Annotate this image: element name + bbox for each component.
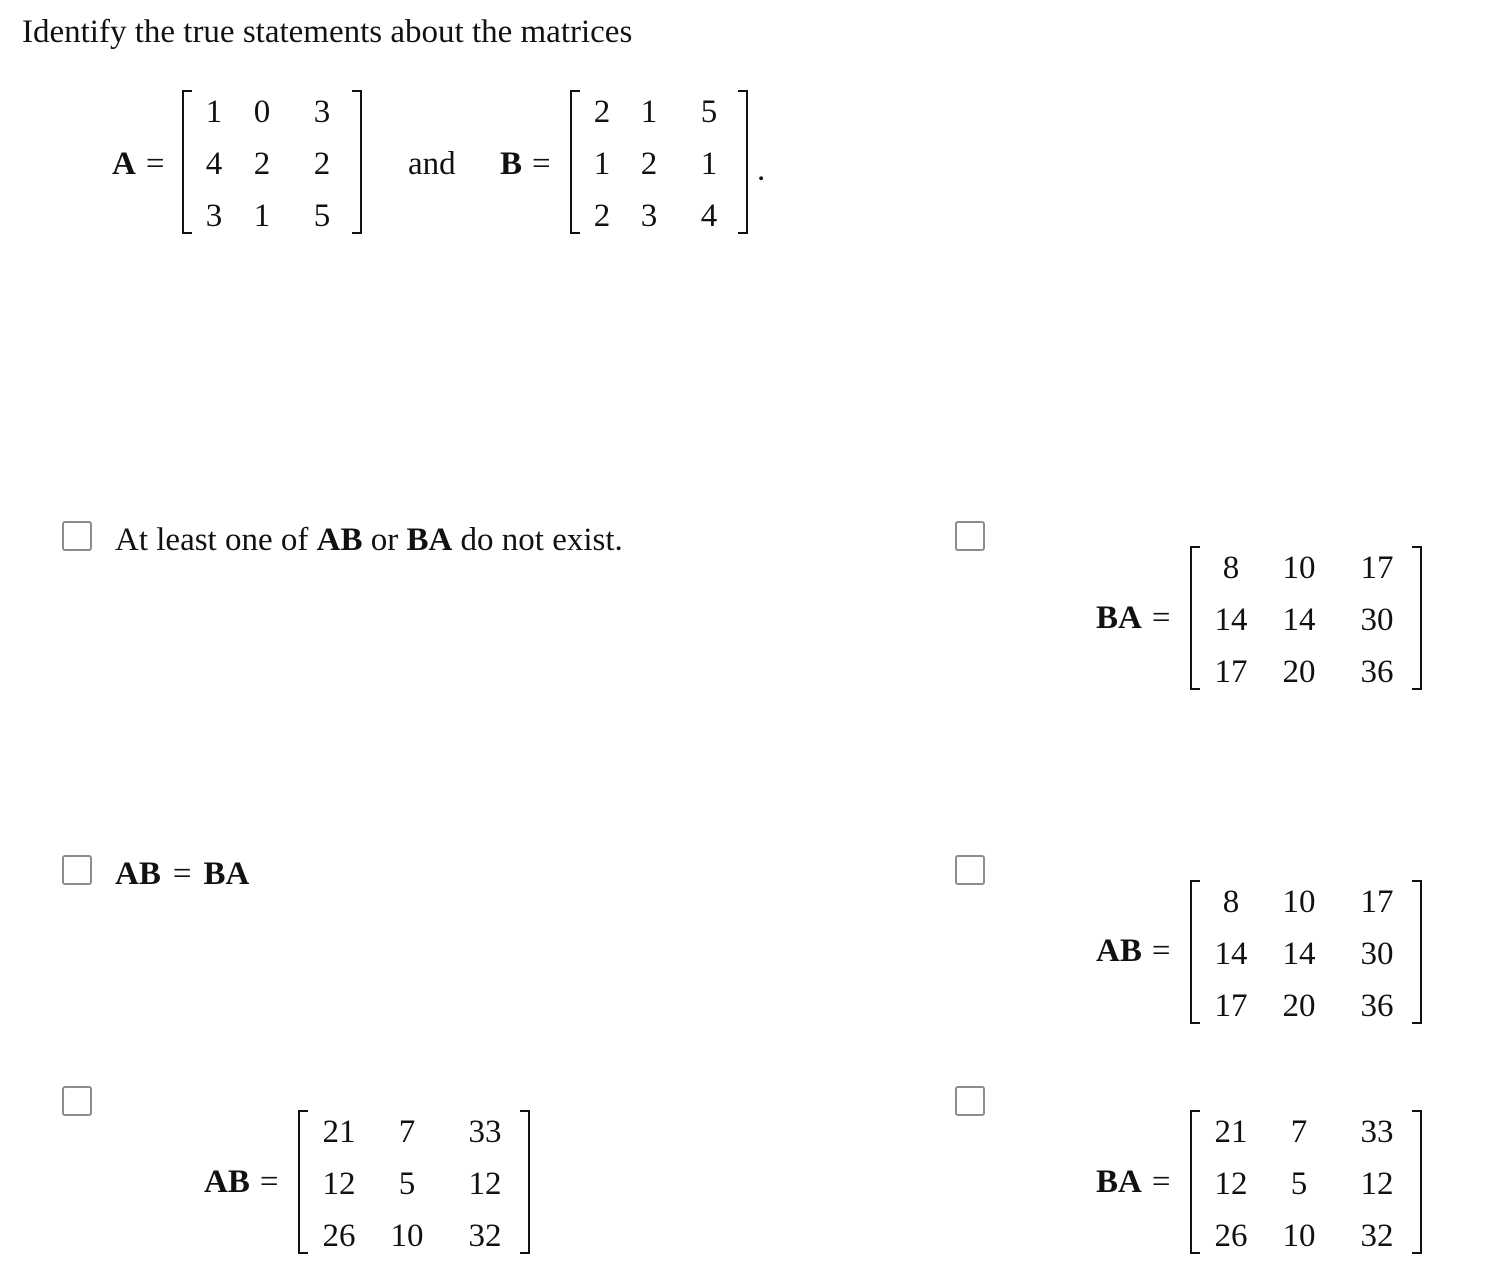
option-4-cell: 30 [1360,936,1394,972]
matrix-b-cell: 2 [593,94,611,130]
option-5-matrix [298,1110,530,1254]
matrix-b-left-bracket [570,90,580,234]
option-5-cell: 33 [468,1114,502,1150]
option-5-cell: 7 [398,1114,416,1150]
matrix-a-cell: 2 [253,146,271,182]
option-2-cell: 30 [1360,602,1394,638]
matrix-b-cell: 5 [700,94,718,130]
period-text: . [757,152,766,188]
option-5-cell: 10 [390,1218,424,1254]
matrix-b-grid [584,86,740,242]
matrix-b-cell: 3 [640,198,658,234]
option-6-cell: 12 [1360,1166,1394,1202]
option-6-cell: 5 [1290,1166,1308,1202]
option-4-label: AB = [1096,933,1171,969]
option-5-cell: 12 [468,1166,502,1202]
matrix-b-cell: 1 [593,146,611,182]
option-6-cell: 7 [1290,1114,1308,1150]
option-2-cell: 10 [1282,550,1316,586]
option-2-cell: 20 [1282,654,1316,690]
option-2-cell: 14 [1214,602,1248,638]
matrix-a-cell: 4 [205,146,223,182]
matrix-a-cell: 1 [205,94,223,130]
option-3-text: AB = BA [115,856,250,892]
option-5-cell: 26 [322,1218,356,1254]
option-5-checkbox[interactable] [62,1086,92,1116]
option-5-left-bracket [298,1110,308,1254]
matrix-a-left-bracket [182,90,192,234]
option-2-cell: 8 [1222,550,1240,586]
matrix-a-label: A = [112,146,165,182]
option-4-cell: 8 [1222,884,1240,920]
conjunction-text: and [408,146,456,182]
option-6-cell: 26 [1214,1218,1248,1254]
option-4-grid [1202,876,1416,1032]
option-2-checkbox[interactable] [955,521,985,551]
matrix-a [182,90,362,234]
matrix-b-cell: 2 [640,146,658,182]
option-5-cell: 32 [468,1218,502,1254]
option-4-cell: 14 [1214,936,1248,972]
option-2-label: BA = [1096,600,1171,636]
matrix-a-right-bracket [352,90,362,234]
option-5-grid [310,1106,524,1262]
matrix-a-cell: 1 [253,198,271,234]
option-6-matrix [1190,1110,1422,1254]
option-1-checkbox[interactable] [62,521,92,551]
option-4-cell: 10 [1282,884,1316,920]
option-6-checkbox[interactable] [955,1086,985,1116]
option-1-text: At least one of AB or BA do not exist. [115,522,623,558]
matrix-b-cell: 4 [700,198,718,234]
matrix-a-cell: 2 [313,146,331,182]
option-4-matrix [1190,880,1422,1024]
option-4-checkbox[interactable] [955,855,985,885]
option-4-left-bracket [1190,880,1200,1024]
option-5-cell: 21 [322,1114,356,1150]
matrix-a-cell: 3 [205,198,223,234]
option-2-cell: 17 [1214,654,1248,690]
option-2-cell: 17 [1360,550,1394,586]
option-6-label: BA = [1096,1164,1171,1200]
matrix-b-cell: 1 [700,146,718,182]
option-2-grid [1202,542,1416,698]
matrix-b-cell: 1 [640,94,658,130]
option-6-cell: 33 [1360,1114,1394,1150]
option-4-cell: 20 [1282,988,1316,1024]
option-3-checkbox[interactable] [62,855,92,885]
option-6-cell: 21 [1214,1114,1248,1150]
option-2-matrix [1190,546,1422,690]
option-2-cell: 14 [1282,602,1316,638]
option-4-cell: 14 [1282,936,1316,972]
option-2-left-bracket [1190,546,1200,690]
option-2-cell: 36 [1360,654,1394,690]
option-6-left-bracket [1190,1110,1200,1254]
matrix-a-cell: 0 [253,94,271,130]
option-5-cell: 12 [322,1166,356,1202]
matrix-b [570,90,748,234]
question-prompt: Identify the true statements about the matrices [22,14,633,50]
option-5-cell: 5 [398,1166,416,1202]
option-4-cell: 17 [1214,988,1248,1024]
matrix-a-grid [196,86,352,242]
option-4-cell: 17 [1360,884,1394,920]
option-6-grid [1202,1106,1416,1262]
option-5-label: AB = [204,1164,279,1200]
option-6-cell: 32 [1360,1218,1394,1254]
matrix-a-cell: 3 [313,94,331,130]
option-6-cell: 12 [1214,1166,1248,1202]
matrix-a-cell: 5 [313,198,331,234]
matrix-b-cell: 2 [593,198,611,234]
option-6-cell: 10 [1282,1218,1316,1254]
matrix-b-label: B = [500,146,551,182]
option-4-cell: 36 [1360,988,1394,1024]
